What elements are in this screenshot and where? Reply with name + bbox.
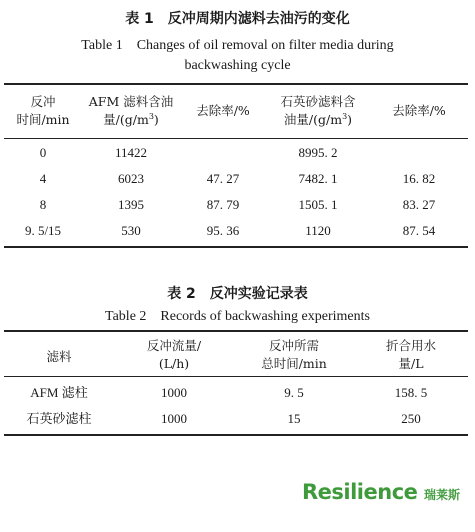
table1-cell: 83. 27 bbox=[402, 197, 436, 212]
table2-cell: 250 bbox=[401, 411, 421, 426]
table2-header-rule bbox=[4, 376, 468, 377]
logo-cn-wordmark: 瑞莱斯 bbox=[424, 488, 461, 502]
table1-header-afm-oil: AFM 滤料含油 量$/(g/m^3)$ bbox=[88, 94, 174, 127]
table1-cell: 4 bbox=[39, 171, 47, 186]
table1-bottom-rule bbox=[4, 246, 468, 248]
table1-header-afm-removal: 去除率/% bbox=[196, 103, 250, 118]
table2-top-rule bbox=[4, 330, 468, 332]
table1-header-quartz-removal: 去除率/% bbox=[392, 103, 446, 118]
table1-cell: 6023 bbox=[118, 171, 144, 186]
table1-cell: 0 bbox=[39, 145, 47, 160]
table1-cell: 11422 bbox=[114, 145, 148, 160]
table1-cell: 1395 bbox=[118, 197, 144, 212]
table1-cell: 87. 54 bbox=[402, 223, 436, 238]
table1-cell: 87. 79 bbox=[206, 197, 240, 212]
table1-cell: 47. 27 bbox=[206, 171, 240, 186]
table2-bottom-rule bbox=[4, 434, 468, 436]
table1-cell: 7482. 1 bbox=[298, 171, 338, 186]
table2-header-media: 滤料 bbox=[46, 349, 72, 364]
table1-caption-en-line1: Table 1 Changes of oil removal on filter media during bbox=[81, 38, 394, 53]
logo-wordmark: Resilience bbox=[302, 480, 418, 504]
table1-top-rule bbox=[4, 83, 468, 85]
table1-caption-cn: 表 1 反冲周期内滤料去油污的变化 bbox=[125, 11, 350, 27]
table2-cell: 9. 5 bbox=[284, 385, 304, 400]
table1-cell: 530 bbox=[121, 223, 141, 238]
table1-cell: 1120 bbox=[305, 223, 331, 238]
table2-cell: 15 bbox=[287, 411, 301, 426]
table1-cell: 1505. 1 bbox=[298, 197, 338, 212]
table1-cell: 95. 36 bbox=[206, 223, 240, 238]
table2-cell: 158. 5 bbox=[394, 385, 428, 400]
table2-header-time: 反冲所需 总时间/min bbox=[261, 338, 327, 371]
table1-cell: 8 bbox=[39, 197, 47, 212]
table1-cell: 16. 82 bbox=[402, 171, 436, 186]
table2-header-flow: 反冲流量/ (L/h) bbox=[146, 338, 202, 371]
resilience-logo bbox=[302, 480, 472, 510]
table1-header-time: 反冲 时间/min bbox=[16, 94, 70, 127]
table2-caption-cn: 表 2 反冲实验记录表 bbox=[167, 286, 308, 302]
table2-caption-en: Table 2 Records of backwashing experiments bbox=[105, 309, 370, 324]
table1-header-rule bbox=[4, 138, 468, 139]
table2-header-water: 折合用水 量/L bbox=[385, 338, 436, 371]
table2-cell: AFM 滤柱 bbox=[30, 385, 88, 400]
table1-cell: 8995. 2 bbox=[298, 145, 338, 160]
table2-cell: 石英砂滤柱 bbox=[26, 411, 92, 426]
table1-header-quartz-oil: 石英砂滤料含 油量$/(g/m^3)$ bbox=[280, 94, 356, 127]
table2-cell: 1000 bbox=[161, 385, 187, 400]
table1-cell: 9. 5/15 bbox=[24, 223, 62, 238]
table1-caption-en-line2: backwashing cycle bbox=[184, 58, 291, 73]
table2-cell: 1000 bbox=[161, 411, 187, 426]
